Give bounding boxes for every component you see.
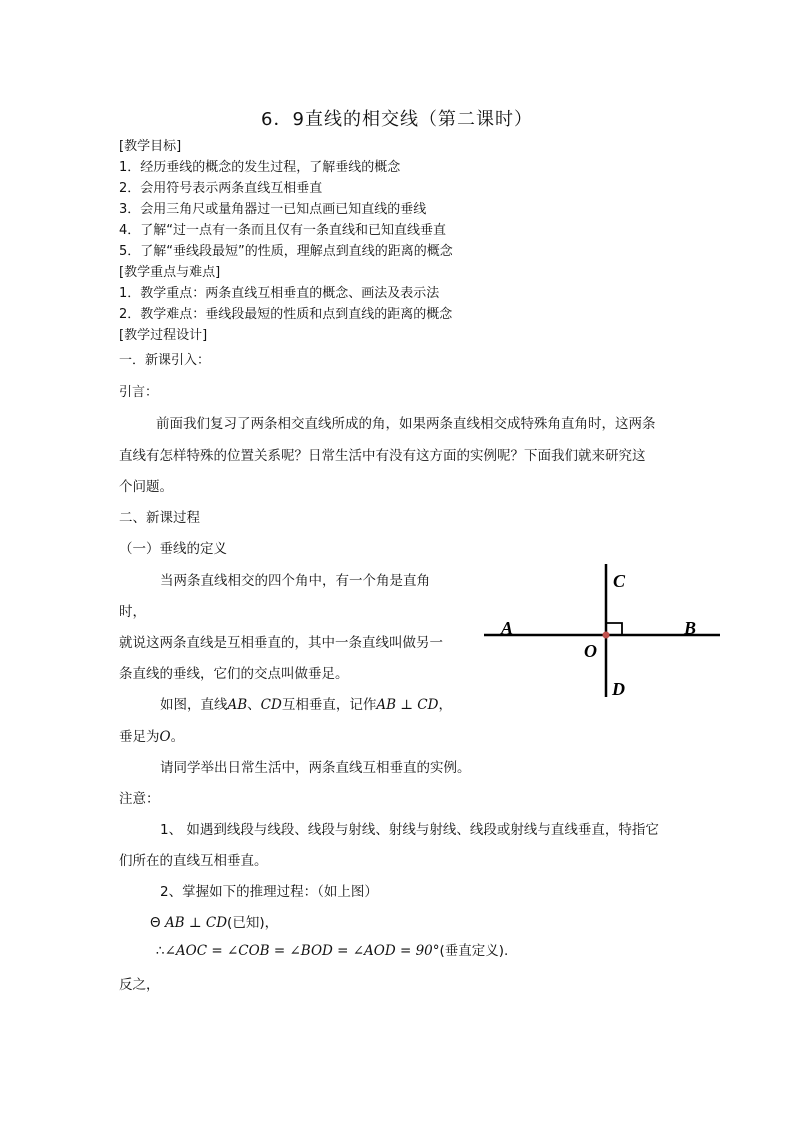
conclusion-line xyxy=(156,943,508,959)
intro-paragraph-line: 个问题。 xyxy=(119,479,173,495)
objective-item: 4．了解“过一点有一条而且仅有一条直线和已知直线垂直 xyxy=(119,223,447,238)
key-point-item: 2．教学难点：垂线段最短的性质和点到直线的距离的概念 xyxy=(119,307,453,322)
objective-item: 1．经历垂线的概念的发生过程，了解垂线的概念 xyxy=(119,160,401,175)
intro-paragraph-line: 直线有怎样特殊的位置关系呢？日常生活中有没有这方面的实例呢？下面我们就来研究这 xyxy=(119,448,646,464)
reasoning-tail: (已知)， xyxy=(227,915,279,931)
section2-heading: 二、新课过程 xyxy=(119,510,200,526)
foot-prefix: 垂足为 xyxy=(119,729,160,745)
line-ab-label: AB xyxy=(227,697,248,713)
foot-end: 。 xyxy=(170,729,185,745)
intro-paragraph-line: 前面我们复习了两条相交直线所成的角，如果两条直线相交成特殊角直角时，这两条 xyxy=(156,416,656,432)
foot-line xyxy=(119,729,184,745)
page-title: 6．9直线的相交线（第二课时） xyxy=(261,109,533,130)
definition-subheading: （一）垂线的定义 xyxy=(119,541,227,557)
label-d: D xyxy=(612,679,625,699)
objective-item: 3．会用三角尺或量角器过一已知点画已知直线的垂线 xyxy=(119,202,427,217)
objectives-heading: [教学目标] xyxy=(119,139,182,154)
objective-item: 5．了解“垂线段最短”的性质，理解点到直线的距离的概念 xyxy=(119,244,453,259)
line-cd-label: CD xyxy=(260,697,282,713)
foot-point xyxy=(603,632,610,639)
reasoning-line xyxy=(150,915,278,931)
conclusion-tail: (垂直定义). xyxy=(439,943,509,959)
foot-point-label: O xyxy=(159,729,171,745)
definition-line: 条直线的垂线，它们的交点叫做垂足。 xyxy=(119,666,349,682)
objective-item: 2．会用符号表示两条直线互相垂直 xyxy=(119,181,323,196)
note-line: 们所在的直线互相垂直。 xyxy=(119,853,268,869)
intro-label: 引言： xyxy=(119,385,159,400)
note-label: 注意： xyxy=(119,791,160,807)
example-separator: 、 xyxy=(247,697,261,713)
label-c: C xyxy=(613,571,626,591)
therefore-symbol: ∴ xyxy=(156,943,165,959)
example-line xyxy=(160,697,452,713)
ask-line: 请同学举出日常生活中，两条直线互相垂直的实例。 xyxy=(160,760,471,776)
label-b: B xyxy=(684,618,697,638)
example-prefix: 如图，直线 xyxy=(160,697,228,713)
definition-line: 就说这两条直线是互相垂直的，其中一条直线叫做另一 xyxy=(119,635,443,651)
conversely-line: 反之， xyxy=(119,977,160,993)
label-a: A xyxy=(501,618,514,638)
example-end: ， xyxy=(438,697,452,713)
note2-line: 2、掌握如下的推理过程：（如上图） xyxy=(160,884,378,900)
angle-equation: ∠AOC = ∠COB = ∠BOD = ∠AOD = 90° xyxy=(164,943,440,959)
key-point-item: 1．教学重点：两条直线互相垂直的概念、画法及表示法 xyxy=(119,286,440,301)
process-heading: [教学过程设计] xyxy=(119,328,208,343)
definition-line: 时， xyxy=(119,604,146,620)
key-points-heading: [教学重点与难点] xyxy=(119,265,221,280)
because-symbol: Θ xyxy=(150,915,161,931)
definition-line: 当两条直线相交的四个角中，有一个角是直角 xyxy=(160,573,430,589)
note-line: 1、 如遇到线段与线段、线段与射线、射线与射线、线段或射线与直线垂直，特指它 xyxy=(160,822,659,838)
perpendicular-notation: AB ⊥ CD xyxy=(376,697,439,713)
label-o: O xyxy=(584,641,597,661)
example-middle: 互相垂直，记作 xyxy=(281,697,377,713)
section1-heading: 一．新课引入： xyxy=(119,353,211,368)
perpendicular-lines-figure xyxy=(482,560,722,702)
reasoning-expression: AB ⊥ CD xyxy=(164,915,228,931)
